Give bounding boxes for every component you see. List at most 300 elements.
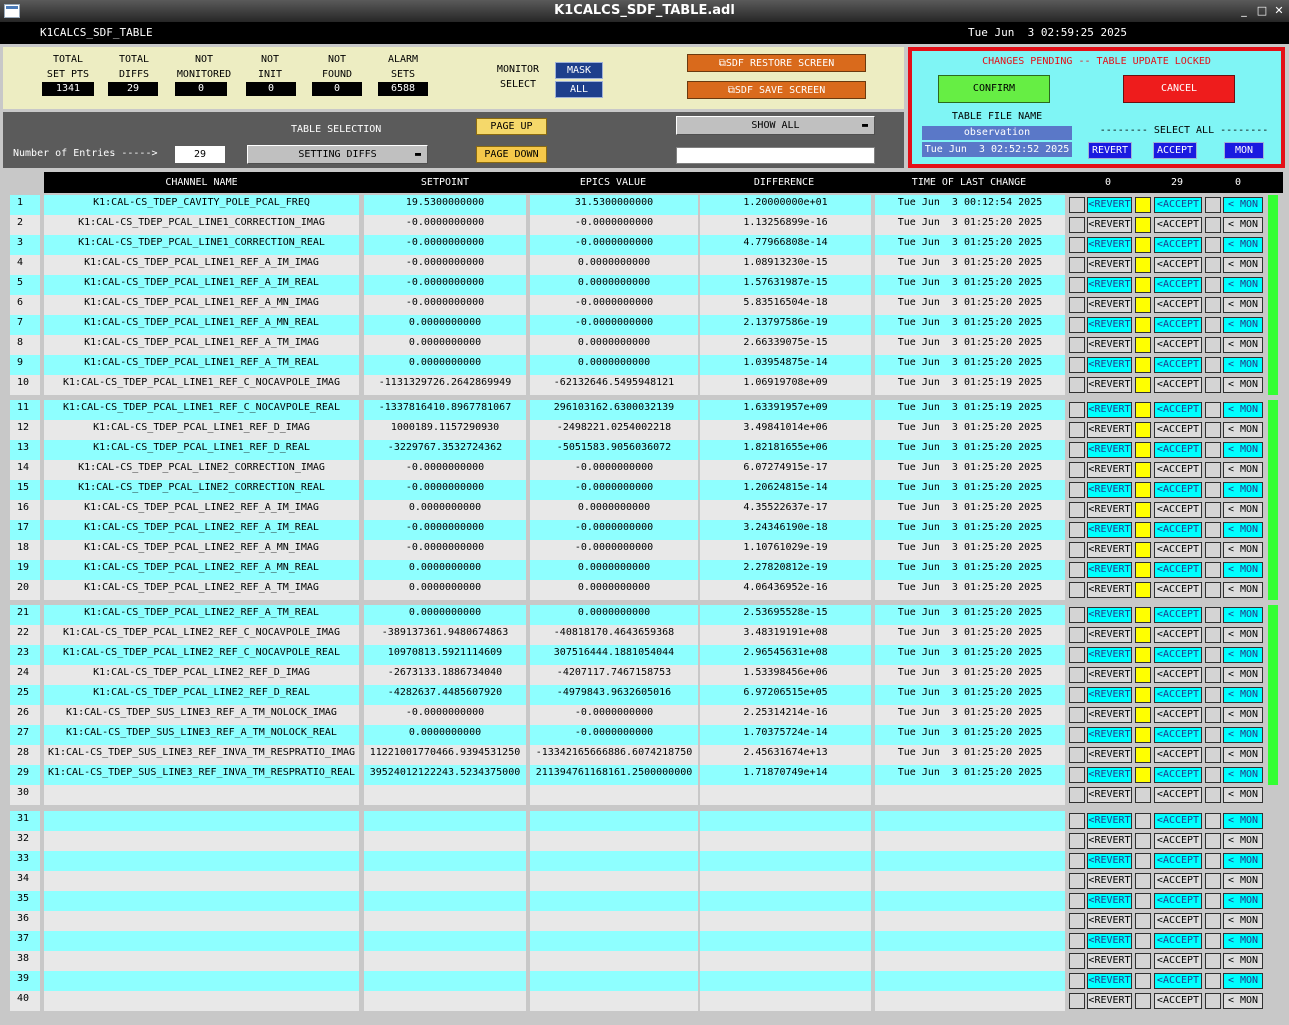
accept-checkbox[interactable] bbox=[1135, 197, 1151, 213]
mon-checkbox[interactable] bbox=[1205, 197, 1221, 213]
mon-button[interactable]: < MON bbox=[1223, 357, 1263, 373]
setpoint-cell: -389137361.9480674863 bbox=[364, 625, 526, 645]
table-row bbox=[9, 540, 1270, 560]
mon-checkbox[interactable] bbox=[1205, 813, 1221, 829]
table-row bbox=[9, 480, 1270, 500]
revert-button[interactable]: <REVERT bbox=[1087, 993, 1132, 1009]
revert-checkbox[interactable] bbox=[1069, 237, 1085, 253]
mon-checkbox[interactable] bbox=[1205, 747, 1221, 763]
row-number: 6 bbox=[10, 295, 40, 315]
minimize-icon[interactable]: _ bbox=[1241, 4, 1247, 17]
mon-checkbox[interactable] bbox=[1205, 707, 1221, 723]
revert-checkbox[interactable] bbox=[1069, 953, 1085, 969]
accept-checkbox[interactable] bbox=[1135, 337, 1151, 353]
accept-button[interactable]: <ACCEPT bbox=[1154, 237, 1202, 253]
mon-checkbox[interactable] bbox=[1205, 337, 1221, 353]
mon-checkbox[interactable] bbox=[1205, 727, 1221, 743]
accept-button[interactable]: <ACCEPT bbox=[1154, 607, 1202, 623]
accept-checkbox[interactable] bbox=[1135, 707, 1151, 723]
revert-button[interactable]: <REVERT bbox=[1087, 687, 1132, 703]
revert-button[interactable]: <REVERT bbox=[1087, 402, 1132, 418]
mon-checkbox[interactable] bbox=[1205, 462, 1221, 478]
mon-button[interactable]: < MON bbox=[1223, 562, 1263, 578]
revert-button[interactable]: <REVERT bbox=[1087, 833, 1132, 849]
mon-checkbox[interactable] bbox=[1205, 402, 1221, 418]
accept-button[interactable]: <ACCEPT bbox=[1154, 767, 1202, 783]
mon-checkbox[interactable] bbox=[1205, 627, 1221, 643]
revert-button[interactable]: <REVERT bbox=[1087, 873, 1132, 889]
mon-button[interactable]: < MON bbox=[1223, 833, 1263, 849]
time-cell: Tue Jun 3 01:25:19 2025 bbox=[875, 375, 1065, 395]
revert-checkbox[interactable] bbox=[1069, 727, 1085, 743]
revert-checkbox[interactable] bbox=[1069, 522, 1085, 538]
revert-button[interactable]: <REVERT bbox=[1087, 562, 1132, 578]
difference-cell: 1.63391957e+09 bbox=[700, 400, 871, 420]
mon-checkbox[interactable] bbox=[1205, 377, 1221, 393]
mon-button[interactable]: < MON bbox=[1223, 502, 1263, 518]
mon-checkbox[interactable] bbox=[1205, 422, 1221, 438]
mon-button[interactable]: < MON bbox=[1223, 767, 1263, 783]
sdf-save-screen-button[interactable] bbox=[687, 81, 866, 99]
accept-checkbox[interactable] bbox=[1135, 813, 1151, 829]
mon-checkbox[interactable] bbox=[1205, 647, 1221, 663]
mon-checkbox[interactable] bbox=[1205, 277, 1221, 293]
mon-checkbox[interactable] bbox=[1205, 357, 1221, 373]
accept-checkbox[interactable] bbox=[1135, 853, 1151, 869]
table-row bbox=[9, 625, 1270, 645]
accept-button[interactable]: <ACCEPT bbox=[1154, 787, 1202, 803]
setpoint-cell: -0.0000000000 bbox=[364, 215, 526, 235]
difference-cell bbox=[700, 785, 871, 805]
accept-checkbox[interactable] bbox=[1135, 627, 1151, 643]
mon-button[interactable]: < MON bbox=[1223, 377, 1263, 393]
setpoint-cell: 39524012122243.5234375000 bbox=[364, 765, 526, 785]
revert-checkbox[interactable] bbox=[1069, 993, 1085, 1009]
accept-checkbox[interactable] bbox=[1135, 993, 1151, 1009]
revert-checkbox[interactable] bbox=[1069, 913, 1085, 929]
time-cell: Tue Jun 3 01:25:20 2025 bbox=[875, 295, 1065, 315]
revert-button[interactable]: <REVERT bbox=[1087, 257, 1132, 273]
accept-checkbox[interactable] bbox=[1135, 787, 1151, 803]
revert-button[interactable]: <REVERT bbox=[1087, 277, 1132, 293]
mon-checkbox[interactable] bbox=[1205, 973, 1221, 989]
accept-checkbox[interactable] bbox=[1135, 582, 1151, 598]
revert-checkbox[interactable] bbox=[1069, 687, 1085, 703]
revert-checkbox[interactable] bbox=[1069, 627, 1085, 643]
epics-value-cell bbox=[530, 971, 698, 991]
revert-checkbox[interactable] bbox=[1069, 502, 1085, 518]
accept-button[interactable]: <ACCEPT bbox=[1154, 502, 1202, 518]
mon-checkbox[interactable] bbox=[1205, 582, 1221, 598]
mon-button[interactable]: < MON bbox=[1223, 317, 1263, 333]
accept-button[interactable]: <ACCEPT bbox=[1154, 973, 1202, 989]
accept-button[interactable]: <ACCEPT bbox=[1154, 462, 1202, 478]
accept-checkbox[interactable] bbox=[1135, 482, 1151, 498]
revert-button[interactable]: <REVERT bbox=[1087, 973, 1132, 989]
accept-button[interactable]: <ACCEPT bbox=[1154, 317, 1202, 333]
mon-checkbox[interactable] bbox=[1205, 993, 1221, 1009]
accept-button[interactable]: <ACCEPT bbox=[1154, 893, 1202, 909]
mon-button[interactable]: < MON bbox=[1223, 747, 1263, 763]
accept-checkbox[interactable] bbox=[1135, 873, 1151, 889]
maximize-icon[interactable]: □ bbox=[1256, 4, 1268, 17]
revert-button[interactable]: <REVERT bbox=[1087, 502, 1132, 518]
revert-button[interactable]: <REVERT bbox=[1087, 482, 1132, 498]
mon-button[interactable]: < MON bbox=[1223, 973, 1263, 989]
mon-checkbox[interactable] bbox=[1205, 607, 1221, 623]
mon-button[interactable]: < MON bbox=[1223, 727, 1263, 743]
mon-button[interactable]: < MON bbox=[1223, 402, 1263, 418]
revert-checkbox[interactable] bbox=[1069, 297, 1085, 313]
mon-checkbox[interactable] bbox=[1205, 913, 1221, 929]
accept-checkbox[interactable] bbox=[1135, 442, 1151, 458]
mon-button[interactable]: < MON bbox=[1223, 933, 1263, 949]
mon-button[interactable]: < MON bbox=[1223, 237, 1263, 253]
accept-button[interactable]: <ACCEPT bbox=[1154, 953, 1202, 969]
revert-button[interactable]: <REVERT bbox=[1087, 727, 1132, 743]
status-indicator bbox=[1268, 235, 1278, 255]
revert-checkbox[interactable] bbox=[1069, 377, 1085, 393]
revert-button[interactable]: <REVERT bbox=[1087, 542, 1132, 558]
close-icon[interactable]: ✕ bbox=[1274, 4, 1284, 17]
accept-button[interactable]: <ACCEPT bbox=[1154, 377, 1202, 393]
mon-button[interactable]: < MON bbox=[1223, 582, 1263, 598]
revert-checkbox[interactable] bbox=[1069, 442, 1085, 458]
revert-button[interactable]: <REVERT bbox=[1087, 707, 1132, 723]
revert-checkbox[interactable] bbox=[1069, 933, 1085, 949]
revert-checkbox[interactable] bbox=[1069, 853, 1085, 869]
accept-checkbox[interactable] bbox=[1135, 747, 1151, 763]
accept-checkbox[interactable] bbox=[1135, 542, 1151, 558]
mon-checkbox[interactable] bbox=[1205, 667, 1221, 683]
mon-button[interactable]: < MON bbox=[1223, 257, 1263, 273]
revert-checkbox[interactable] bbox=[1069, 402, 1085, 418]
accept-button[interactable]: <ACCEPT bbox=[1154, 993, 1202, 1009]
accept-checkbox[interactable] bbox=[1135, 933, 1151, 949]
row-number: 19 bbox=[10, 560, 40, 580]
accept-button[interactable]: <ACCEPT bbox=[1154, 582, 1202, 598]
revert-button[interactable]: <REVERT bbox=[1087, 442, 1132, 458]
accept-button[interactable]: <ACCEPT bbox=[1154, 402, 1202, 418]
difference-cell: 4.35522637e-17 bbox=[700, 500, 871, 520]
revert-checkbox[interactable] bbox=[1069, 337, 1085, 353]
mask-button[interactable]: MASK bbox=[555, 62, 603, 79]
revert-checkbox[interactable] bbox=[1069, 647, 1085, 663]
epics-value-cell: -0.0000000000 bbox=[530, 215, 698, 235]
accept-checkbox[interactable] bbox=[1135, 893, 1151, 909]
mon-button[interactable]: < MON bbox=[1223, 647, 1263, 663]
revert-checkbox[interactable] bbox=[1069, 893, 1085, 909]
mon-checkbox[interactable] bbox=[1205, 317, 1221, 333]
difference-cell: 1.13256899e-16 bbox=[700, 215, 871, 235]
mon-button[interactable]: < MON bbox=[1223, 542, 1263, 558]
accept-checkbox[interactable] bbox=[1135, 647, 1151, 663]
revert-button[interactable]: <REVERT bbox=[1087, 953, 1132, 969]
setpoint-cell: -0.0000000000 bbox=[364, 275, 526, 295]
mon-checkbox[interactable] bbox=[1205, 767, 1221, 783]
difference-cell: 2.45631674e+13 bbox=[700, 745, 871, 765]
mon-button[interactable]: < MON bbox=[1223, 993, 1263, 1009]
mon-checkbox[interactable] bbox=[1205, 297, 1221, 313]
accept-button[interactable]: <ACCEPT bbox=[1154, 873, 1202, 889]
epics-value-cell: -5051583.9056036072 bbox=[530, 440, 698, 460]
mon-button[interactable]: < MON bbox=[1223, 197, 1263, 213]
epics-value-cell: 0.0000000000 bbox=[530, 605, 698, 625]
stat-label: MONITORED bbox=[176, 69, 232, 80]
accept-button[interactable]: <ACCEPT bbox=[1154, 813, 1202, 829]
revert-checkbox[interactable] bbox=[1069, 317, 1085, 333]
row-number: 38 bbox=[10, 951, 40, 971]
revert-button[interactable]: <REVERT bbox=[1087, 357, 1132, 373]
mon-button[interactable]: < MON bbox=[1223, 687, 1263, 703]
revert-checkbox[interactable] bbox=[1069, 422, 1085, 438]
revert-checkbox[interactable] bbox=[1069, 607, 1085, 623]
mon-checkbox[interactable] bbox=[1205, 442, 1221, 458]
accept-checkbox[interactable] bbox=[1135, 667, 1151, 683]
accept-checkbox[interactable] bbox=[1135, 317, 1151, 333]
accept-checkbox[interactable] bbox=[1135, 687, 1151, 703]
accept-button[interactable]: <ACCEPT bbox=[1154, 562, 1202, 578]
accept-checkbox[interactable] bbox=[1135, 402, 1151, 418]
mon-checkbox[interactable] bbox=[1205, 787, 1221, 803]
revert-button[interactable]: <REVERT bbox=[1087, 377, 1132, 393]
page-up-button[interactable]: PAGE UP bbox=[476, 118, 547, 135]
revert-button[interactable]: <REVERT bbox=[1087, 913, 1132, 929]
mon-checkbox[interactable] bbox=[1205, 217, 1221, 233]
time-cell: Tue Jun 3 01:25:20 2025 bbox=[875, 685, 1065, 705]
revert-checkbox[interactable] bbox=[1069, 873, 1085, 889]
accept-checkbox[interactable] bbox=[1135, 237, 1151, 253]
accept-button[interactable]: <ACCEPT bbox=[1154, 442, 1202, 458]
revert-checkbox[interactable] bbox=[1069, 562, 1085, 578]
accept-button[interactable]: <ACCEPT bbox=[1154, 357, 1202, 373]
revert-button[interactable]: <REVERT bbox=[1087, 647, 1132, 663]
revert-checkbox[interactable] bbox=[1069, 462, 1085, 478]
accept-button[interactable]: <ACCEPT bbox=[1154, 853, 1202, 869]
accept-checkbox[interactable] bbox=[1135, 277, 1151, 293]
accept-checkbox[interactable] bbox=[1135, 357, 1151, 373]
revert-button[interactable]: <REVERT bbox=[1087, 607, 1132, 623]
revert-button[interactable]: <REVERT bbox=[1087, 813, 1132, 829]
revert-checkbox[interactable] bbox=[1069, 707, 1085, 723]
revert-checkbox[interactable] bbox=[1069, 973, 1085, 989]
mon-button[interactable]: < MON bbox=[1223, 873, 1263, 889]
accept-button[interactable]: <ACCEPT bbox=[1154, 833, 1202, 849]
revert-button[interactable]: <REVERT bbox=[1087, 337, 1132, 353]
revert-checkbox[interactable] bbox=[1069, 197, 1085, 213]
accept-checkbox[interactable] bbox=[1135, 607, 1151, 623]
revert-button[interactable]: <REVERT bbox=[1087, 853, 1132, 869]
mon-button[interactable]: < MON bbox=[1223, 337, 1263, 353]
all-button[interactable]: ALL bbox=[555, 81, 603, 98]
mon-checkbox[interactable] bbox=[1205, 542, 1221, 558]
mon-button[interactable]: < MON bbox=[1223, 297, 1263, 313]
setting-diffs-dropdown[interactable] bbox=[247, 145, 428, 164]
mon-checkbox[interactable] bbox=[1205, 953, 1221, 969]
mon-checkbox[interactable] bbox=[1205, 893, 1221, 909]
accept-button[interactable]: <ACCEPT bbox=[1154, 197, 1202, 213]
accept-checkbox[interactable] bbox=[1135, 562, 1151, 578]
mon-checkbox[interactable] bbox=[1205, 237, 1221, 253]
revert-checkbox[interactable] bbox=[1069, 813, 1085, 829]
accept-checkbox[interactable] bbox=[1135, 953, 1151, 969]
accept-button[interactable]: <ACCEPT bbox=[1154, 542, 1202, 558]
accept-button[interactable]: <ACCEPT bbox=[1154, 707, 1202, 723]
accept-button[interactable]: <ACCEPT bbox=[1154, 727, 1202, 743]
revert-checkbox[interactable] bbox=[1069, 667, 1085, 683]
revert-checkbox[interactable] bbox=[1069, 257, 1085, 273]
accept-all-button[interactable]: ACCEPT bbox=[1153, 142, 1197, 159]
revert-checkbox[interactable] bbox=[1069, 217, 1085, 233]
revert-button[interactable]: <REVERT bbox=[1087, 197, 1132, 213]
accept-button[interactable]: <ACCEPT bbox=[1154, 277, 1202, 293]
revert-button[interactable]: <REVERT bbox=[1087, 933, 1132, 949]
mon-checkbox[interactable] bbox=[1205, 933, 1221, 949]
revert-checkbox[interactable] bbox=[1069, 833, 1085, 849]
revert-button[interactable]: <REVERT bbox=[1087, 787, 1132, 803]
accept-checkbox[interactable] bbox=[1135, 257, 1151, 273]
accept-button[interactable]: <ACCEPT bbox=[1154, 482, 1202, 498]
mon-all-button[interactable]: MON bbox=[1224, 142, 1264, 159]
setpoint-cell: -4282637.4485607920 bbox=[364, 685, 526, 705]
mon-button[interactable]: < MON bbox=[1223, 607, 1263, 623]
accept-button[interactable]: <ACCEPT bbox=[1154, 627, 1202, 643]
channel-name-cell bbox=[44, 811, 359, 831]
mon-checkbox[interactable] bbox=[1205, 853, 1221, 869]
stats-panel bbox=[3, 47, 904, 109]
mon-checkbox[interactable] bbox=[1205, 257, 1221, 273]
revert-checkbox[interactable] bbox=[1069, 542, 1085, 558]
revert-button[interactable]: <REVERT bbox=[1087, 462, 1132, 478]
revert-button[interactable]: <REVERT bbox=[1087, 422, 1132, 438]
mon-button[interactable]: < MON bbox=[1223, 707, 1263, 723]
revert-button[interactable]: <REVERT bbox=[1087, 237, 1132, 253]
mon-checkbox[interactable] bbox=[1205, 502, 1221, 518]
mon-button[interactable]: < MON bbox=[1223, 813, 1263, 829]
revert-checkbox[interactable] bbox=[1069, 582, 1085, 598]
mon-button[interactable]: < MON bbox=[1223, 422, 1263, 438]
revert-button[interactable]: <REVERT bbox=[1087, 317, 1132, 333]
mon-button[interactable]: < MON bbox=[1223, 482, 1263, 498]
selection-panel bbox=[3, 112, 904, 168]
time-cell: Tue Jun 3 01:25:20 2025 bbox=[875, 765, 1065, 785]
col-setpoint: SETPOINT bbox=[420, 177, 470, 188]
revert-button[interactable]: <REVERT bbox=[1087, 627, 1132, 643]
accept-button[interactable]: <ACCEPT bbox=[1154, 297, 1202, 313]
cancel-button[interactable]: CANCEL bbox=[1123, 75, 1235, 103]
status-indicator bbox=[1268, 500, 1278, 520]
table-file-name: observation bbox=[922, 126, 1072, 140]
mon-button[interactable]: < MON bbox=[1223, 667, 1263, 683]
mon-button[interactable]: < MON bbox=[1223, 217, 1263, 233]
mon-checkbox[interactable] bbox=[1205, 873, 1221, 889]
accept-button[interactable]: <ACCEPT bbox=[1154, 913, 1202, 929]
table-row bbox=[9, 235, 1270, 255]
filter-input[interactable] bbox=[676, 147, 875, 164]
accept-checkbox[interactable] bbox=[1135, 973, 1151, 989]
sdf-restore-screen-button[interactable] bbox=[687, 54, 866, 72]
accept-checkbox[interactable] bbox=[1135, 462, 1151, 478]
mon-checkbox[interactable] bbox=[1205, 562, 1221, 578]
revert-button[interactable]: <REVERT bbox=[1087, 767, 1132, 783]
accept-button[interactable]: <ACCEPT bbox=[1154, 257, 1202, 273]
epics-value-cell: 0.0000000000 bbox=[530, 580, 698, 600]
window-menu-icon[interactable] bbox=[4, 4, 20, 18]
mon-button[interactable]: < MON bbox=[1223, 442, 1263, 458]
revert-checkbox[interactable] bbox=[1069, 747, 1085, 763]
mon-button[interactable]: < MON bbox=[1223, 953, 1263, 969]
mon-button[interactable]: < MON bbox=[1223, 627, 1263, 643]
page-down-button[interactable]: PAGE DOWN bbox=[476, 146, 547, 163]
confirm-button[interactable]: CONFIRM bbox=[938, 75, 1050, 103]
mon-button[interactable]: < MON bbox=[1223, 277, 1263, 293]
revert-button[interactable]: <REVERT bbox=[1087, 582, 1132, 598]
accept-checkbox[interactable] bbox=[1135, 422, 1151, 438]
mon-button[interactable]: < MON bbox=[1223, 787, 1263, 803]
mon-checkbox[interactable] bbox=[1205, 522, 1221, 538]
accept-button[interactable]: <ACCEPT bbox=[1154, 687, 1202, 703]
accept-checkbox[interactable] bbox=[1135, 833, 1151, 849]
accept-checkbox[interactable] bbox=[1135, 522, 1151, 538]
revert-checkbox[interactable] bbox=[1069, 277, 1085, 293]
accept-checkbox[interactable] bbox=[1135, 913, 1151, 929]
stat-label: TOTAL bbox=[52, 54, 84, 65]
accept-button[interactable]: <ACCEPT bbox=[1154, 522, 1202, 538]
revert-button[interactable]: <REVERT bbox=[1087, 893, 1132, 909]
accept-checkbox[interactable] bbox=[1135, 377, 1151, 393]
row-number: 9 bbox=[10, 355, 40, 375]
table-row bbox=[9, 645, 1270, 665]
revert-button[interactable]: <REVERT bbox=[1087, 217, 1132, 233]
revert-all-button[interactable]: REVERT bbox=[1088, 142, 1132, 159]
revert-checkbox[interactable] bbox=[1069, 787, 1085, 803]
mon-button[interactable]: < MON bbox=[1223, 853, 1263, 869]
mon-checkbox[interactable] bbox=[1205, 687, 1221, 703]
accept-checkbox[interactable] bbox=[1135, 767, 1151, 783]
mon-checkbox[interactable] bbox=[1205, 833, 1221, 849]
accept-button[interactable]: <ACCEPT bbox=[1154, 217, 1202, 233]
revert-button[interactable]: <REVERT bbox=[1087, 297, 1132, 313]
mon-button[interactable]: < MON bbox=[1223, 913, 1263, 929]
accept-button[interactable]: <ACCEPT bbox=[1154, 667, 1202, 683]
epics-value-cell bbox=[530, 951, 698, 971]
mon-button[interactable]: < MON bbox=[1223, 893, 1263, 909]
stat-label: SET PTS bbox=[46, 69, 90, 80]
accept-button[interactable]: <ACCEPT bbox=[1154, 422, 1202, 438]
mon-button[interactable]: < MON bbox=[1223, 522, 1263, 538]
difference-cell: 1.20000000e+01 bbox=[700, 195, 871, 215]
accept-checkbox[interactable] bbox=[1135, 727, 1151, 743]
revert-button[interactable]: <REVERT bbox=[1087, 667, 1132, 683]
revert-button[interactable]: <REVERT bbox=[1087, 747, 1132, 763]
channel-name-cell: K1:CAL-CS_TDEP_PCAL_LINE1_REF_C_NOCAVPOLE_IMAG bbox=[44, 375, 359, 395]
accept-button[interactable]: <ACCEPT bbox=[1154, 647, 1202, 663]
accept-button[interactable]: <ACCEPT bbox=[1154, 933, 1202, 949]
show-all-dropdown[interactable] bbox=[676, 116, 875, 135]
accept-button[interactable]: <ACCEPT bbox=[1154, 337, 1202, 353]
revert-checkbox[interactable] bbox=[1069, 357, 1085, 373]
revert-button[interactable]: <REVERT bbox=[1087, 522, 1132, 538]
revert-checkbox[interactable] bbox=[1069, 767, 1085, 783]
revert-checkbox[interactable] bbox=[1069, 482, 1085, 498]
stat-label: FOUND bbox=[321, 69, 353, 80]
mon-checkbox[interactable] bbox=[1205, 482, 1221, 498]
accept-checkbox[interactable] bbox=[1135, 502, 1151, 518]
mon-button[interactable]: < MON bbox=[1223, 462, 1263, 478]
accept-checkbox[interactable] bbox=[1135, 217, 1151, 233]
accept-checkbox[interactable] bbox=[1135, 297, 1151, 313]
accept-button[interactable]: <ACCEPT bbox=[1154, 747, 1202, 763]
